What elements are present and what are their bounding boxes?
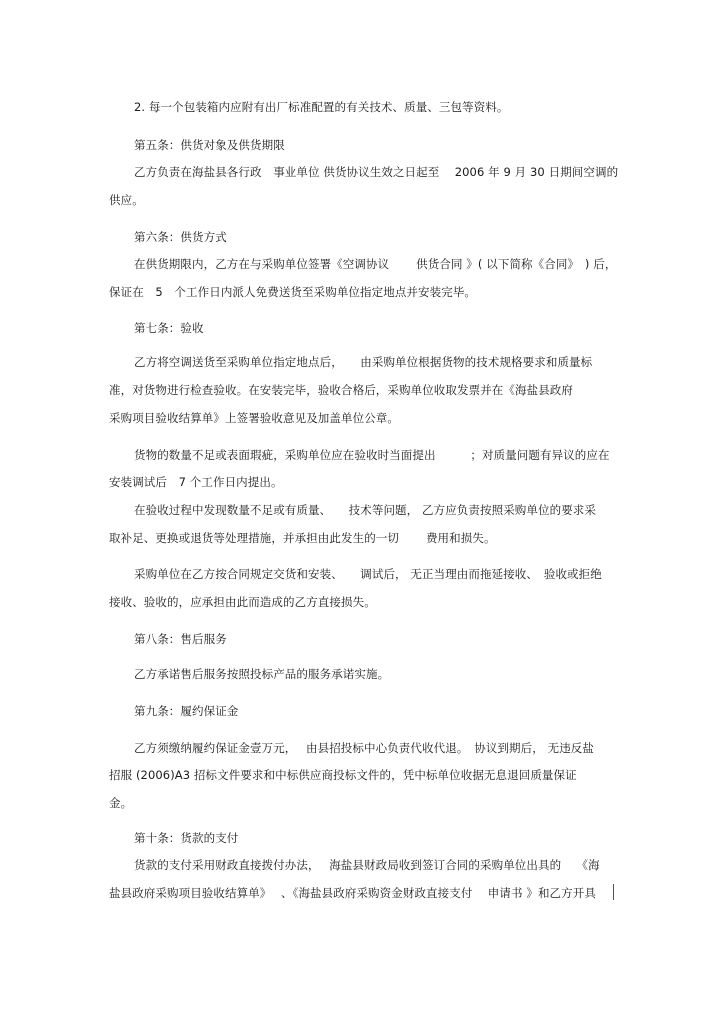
article-7-para-3-line-2: 取补足、更换或退货等处理措施，并承担由此发生的一切 费用和损失。 — [109, 531, 496, 545]
article-7-para-4-line-2: 接收、验收的，应承担由此而造成的乙方直接损失。 — [109, 595, 376, 609]
heading-article-6: 第六条：供货方式 — [134, 230, 227, 244]
article-10-text-line-1: 货款的支付采用财政直接拨付办法， 海盐县财政局收到签订合同的采购单位出具的 《海 — [134, 858, 600, 872]
article-10-text-line-2: 盐县政府采购项目验收结算单》 、《海盐县政府采购资金财政直接支付 申请书 》和乙方开具 — [109, 886, 596, 900]
article-5-text-line-1: 乙方负责在海盐县各行政 事业单位 供货协议生效之日起至 2006 年 9 月 30 日期间空调的 — [134, 165, 619, 179]
page-edge-mark — [613, 884, 614, 900]
article-6-text-line-2: 保证在 5 个工作日内派人免费送货至采购单位指定地点并安装完毕。 — [109, 285, 477, 299]
article-7-para-4-line-1: 采购单位在乙方按合同规定交货和安装、 调试后， 无正当理由而拖延接收、 验收或拒绝 — [134, 567, 602, 581]
article-7-para-1-line-1: 乙方将空调送货至采购单位指定地点后， 由采购单位根据货物的技术规格要求和质量标 — [134, 355, 593, 369]
article-7-para-2-line-1: 货物的数量不足或表面瑕疵，采购单位应在验收时当面提出 ；对质量问题有异议的应在 — [134, 448, 610, 462]
heading-article-10: 第十条：货款的支付 — [134, 831, 239, 845]
article-9-text-line-2: 招服 (2006)A3 招标文件要求和中标供应商投标文件的，凭中标单位收据无息退回质量保证 — [109, 768, 577, 782]
article-9-text-line-3: 金。 — [109, 796, 133, 810]
article-7-para-1-line-3: 采购项目验收结算单》上签署验收意见及加盖单位公章。 — [109, 411, 399, 425]
heading-article-5: 第五条：供货对象及供货期限 — [134, 138, 285, 152]
article-9-text-line-1: 乙方须缴纳履约保证金壹万元， 由县招投标中心负责代收代退。 协议到期后， 无违反盐 — [134, 741, 595, 755]
heading-article-7: 第七条：验收 — [134, 321, 204, 335]
article-7-para-3-line-1: 在验收过程中发现数量不足或有质量、 技术等问题， 乙方应负责按照采购单位的要求采 — [134, 503, 597, 517]
clause-2-packaging: 2. 每一个包装箱内应附有出厂标准配置的有关技术、质量、三包等资料。 — [134, 100, 509, 114]
heading-article-9: 第九条：履约保证金 — [134, 704, 239, 718]
article-7-para-1-line-2: 准，对货物进行检查验收。在安装完毕，验收合格后，采购单位收取发票并在《海盐县政府 — [109, 383, 573, 397]
article-8-text: 乙方承诺售后服务按照投标产品的服务承诺实施。 — [134, 667, 390, 681]
article-5-text-line-2: 供应。 — [109, 193, 144, 207]
article-6-text-line-1: 在供货期限内，乙方在与采购单位签署《空调协议 供货合同 》( 以下简称《合同》 ) 后， — [134, 257, 617, 271]
heading-article-8: 第八条：售后服务 — [134, 632, 227, 646]
article-7-para-2-line-2: 安装调试后 7 个工作日内提出。 — [109, 475, 283, 489]
